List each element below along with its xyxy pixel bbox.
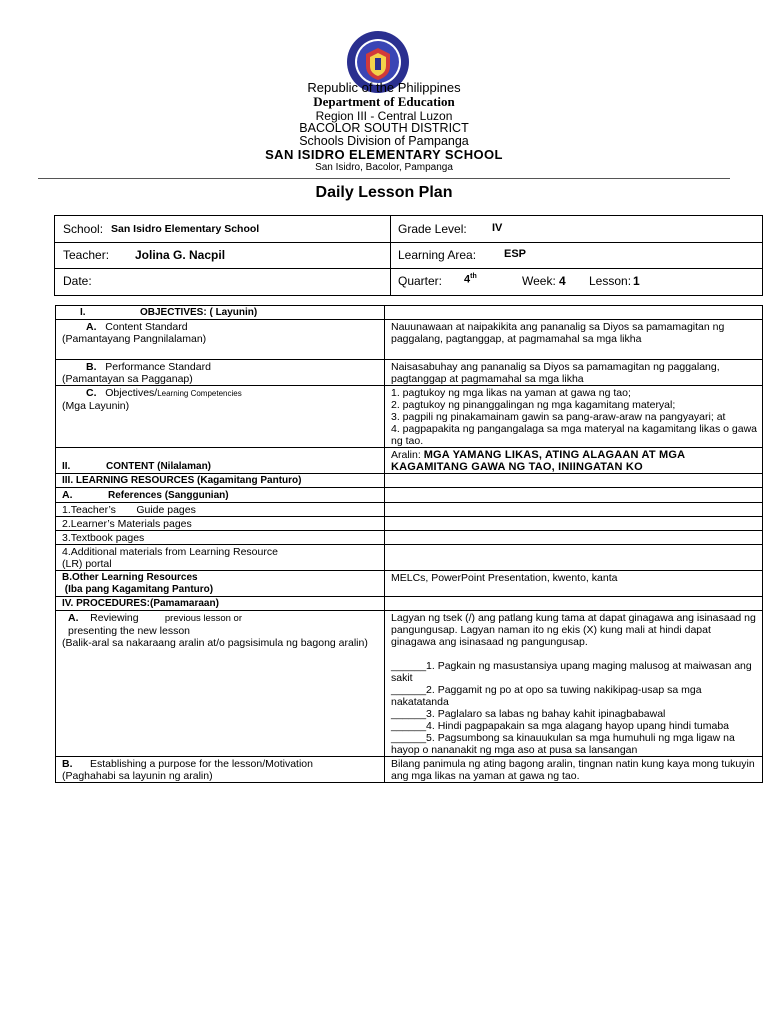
ref-letter: A. [62, 489, 73, 501]
quarter-label: Quarter: [398, 274, 443, 288]
school-label: School: [63, 222, 104, 236]
grade-label: Grade Level: [398, 222, 467, 236]
pa-intro: Lagyan ng tsek (/) ang patlang kung tama at dapat ginagawa ang isinasaad ng pangungusap. Lagyan naman ito ng ekis (X) kung mali at hindi dapat ginagawa ang isinasaad ng pangungusap. [391, 612, 756, 648]
table-row [56, 531, 763, 545]
review-item: ______4. Hindi pagpapakain sa mga alagang hayop upang hindi tumaba [391, 720, 730, 732]
table-row [56, 386, 763, 448]
header-school: SAN ISIDRO ELEMENTARY SCHOOL [265, 147, 503, 162]
content-standard-value: Nauunawaan at naipakikita ang pananalig sa Diyos sa pamamagitan ng paggalang, pagtanggap, at pagmamahal sa mga likha [385, 320, 763, 360]
page-title: Daily Lesson Plan [315, 184, 453, 201]
other-resources-value: MELCs, PowerPoint Presentation, kwento, kanta [385, 571, 763, 597]
performance-standard-sub: (Pamantayan sa Pagganap) [62, 373, 193, 385]
review-item: ______1. Pagkain ng masustansiya upang maging malusog at maiwasan ang sakit [391, 660, 752, 684]
ref-title: References (Sanggunian) [108, 490, 229, 501]
pb-sub: (Paghahabi sa layunin ng aralin) [62, 770, 213, 782]
table-row [56, 306, 763, 320]
pa-title: Reviewing [90, 612, 139, 624]
info-table [54, 215, 763, 296]
table-row [56, 517, 763, 531]
week-value: 4 [559, 274, 566, 288]
content-standard-title: Content Standard [105, 321, 188, 333]
header-republic: Republic of the Philippines [307, 80, 461, 95]
header-address: San Isidro, Bacolor, Pampanga [315, 162, 453, 173]
pa-title2: previous lesson or [164, 613, 242, 624]
table-row [56, 597, 763, 611]
content-title: CONTENT (Nilalaman) [106, 461, 212, 472]
quarter-value: 4th [464, 273, 477, 286]
week-label: Week: [522, 274, 556, 288]
procedures-title: IV. PROCEDURES:(Pamamaraan) [56, 597, 385, 611]
ref-textbook: 3.Textbook pages [56, 531, 385, 545]
learning-area-label: Learning Area: [398, 248, 477, 262]
other-resources-title: B.Other Learning Resources [62, 572, 198, 583]
objectives-c-title: Objectives/ [105, 387, 158, 399]
objectives-c-sub: (Mga Layunin) [62, 400, 130, 412]
content-standard-sub: (Pamantayang Pangnilalaman) [62, 333, 207, 345]
lesson-label: Lesson: [589, 274, 632, 288]
date-label: Date: [63, 274, 92, 288]
table-row [56, 545, 763, 571]
objectives-num: I. [80, 307, 86, 318]
table-row [56, 360, 763, 386]
pa-title3: presenting the new lesson [68, 625, 190, 637]
teacher-value: Jolina G. Nacpil [135, 248, 226, 262]
performance-standard-title: Performance Standard [105, 361, 211, 373]
b-letter: B. [86, 361, 97, 373]
other-resources-sub: (Iba pang Kagamitang Panturo) [62, 584, 214, 595]
learning-area-value: ESP [504, 248, 527, 260]
objectives-c-title-small: Learning Competencies [157, 389, 242, 398]
a-letter: A. [86, 321, 97, 333]
objectives-title: OBJECTIVES: ( Layunin) [140, 307, 258, 318]
c-letter: C. [86, 387, 97, 399]
review-item: ______3. Paglalaro sa labas ng bahay kahit ipinagbabawal [391, 708, 666, 720]
table-row [56, 320, 763, 360]
pa-letter: A. [68, 612, 79, 624]
pb-title: Establishing a purpose for the lesson/Motivation [90, 758, 313, 770]
table-row [56, 757, 763, 783]
lesson-plan-table [55, 305, 763, 783]
teacher-label: Teacher: [63, 248, 110, 262]
content-aralin-label: Aralin: [391, 449, 421, 461]
objective-item: 4. pagpapakita ng pangangalaga sa mga materyal na kagamitang likas o gawa ng tao. [391, 423, 757, 447]
ref-learner-materials: 2.Learner’s Materials pages [56, 517, 385, 531]
header-division: Schools Division of Pampanga [299, 134, 469, 148]
content-num: II. [62, 461, 71, 472]
pb-letter: B. [62, 758, 73, 770]
table-row [56, 474, 763, 488]
lesson-value: 1 [633, 274, 640, 288]
table-row [56, 448, 763, 474]
table-row [56, 571, 763, 597]
ref-additional: 4.Additional materials from Learning Resource [62, 546, 278, 558]
resources-title: III. LEARNING RESOURCES (Kagamitang Panturo) [56, 474, 385, 488]
content-aralin-value: MGA YAMANG LIKAS, ATING ALAGAAN AT MGA KAGAMITANG GAWA NG TAO, INIINGATAN KO [391, 449, 685, 473]
review-item: ______5. Pagsumbong sa kinauukulan sa mga humuhuli ng mga ligaw na hayop o nananakit ng mga aso at pusa sa lansangan [391, 732, 735, 756]
grade-value: IV [492, 222, 503, 234]
objective-item: 2. pagtukoy ng pinanggalingan ng mga kagamitang materyal; [391, 399, 676, 411]
ref-teacher-guide: 1.Teacher’s Guide pages [56, 503, 385, 517]
pb-value: Bilang panimula ng ating bagong aralin, tingnan natin kung kaya mong tukuyin ang mga likas na yaman at gawa ng tao. [385, 757, 763, 783]
header-divider [38, 178, 730, 179]
objective-item: 1. pagtukoy ng mga likas na yaman at gawa ng tao; [391, 387, 631, 399]
performance-standard-value: Naisasabuhay ang pananalig sa Diyos sa pamamagitan ng paggalang, pagtanggap at pagmamahal sa mga likha [385, 360, 763, 386]
table-row [56, 611, 763, 757]
header-district: BACOLOR SOUTH DISTRICT [299, 121, 469, 135]
header-region: Region III - Central Luzon [315, 109, 453, 123]
review-item: ______2. Paggamit ng po at opo sa tuwing nakikipag-usap sa mga nakatatanda [391, 684, 702, 708]
table-row [56, 503, 763, 517]
pa-sub: (Balik-aral sa nakaraang aralin at/o pagsisimula ng bagong aralin) [62, 637, 368, 649]
school-value: San Isidro Elementary School [111, 223, 260, 235]
objective-item: 3. pagpili ng pinakamainam gawin sa pang-araw-araw na pangyayari; at [391, 411, 726, 423]
table-row [56, 488, 763, 503]
ref-additional-sub: (LR) portal [62, 558, 112, 570]
header-department: Department of Education [313, 94, 455, 109]
